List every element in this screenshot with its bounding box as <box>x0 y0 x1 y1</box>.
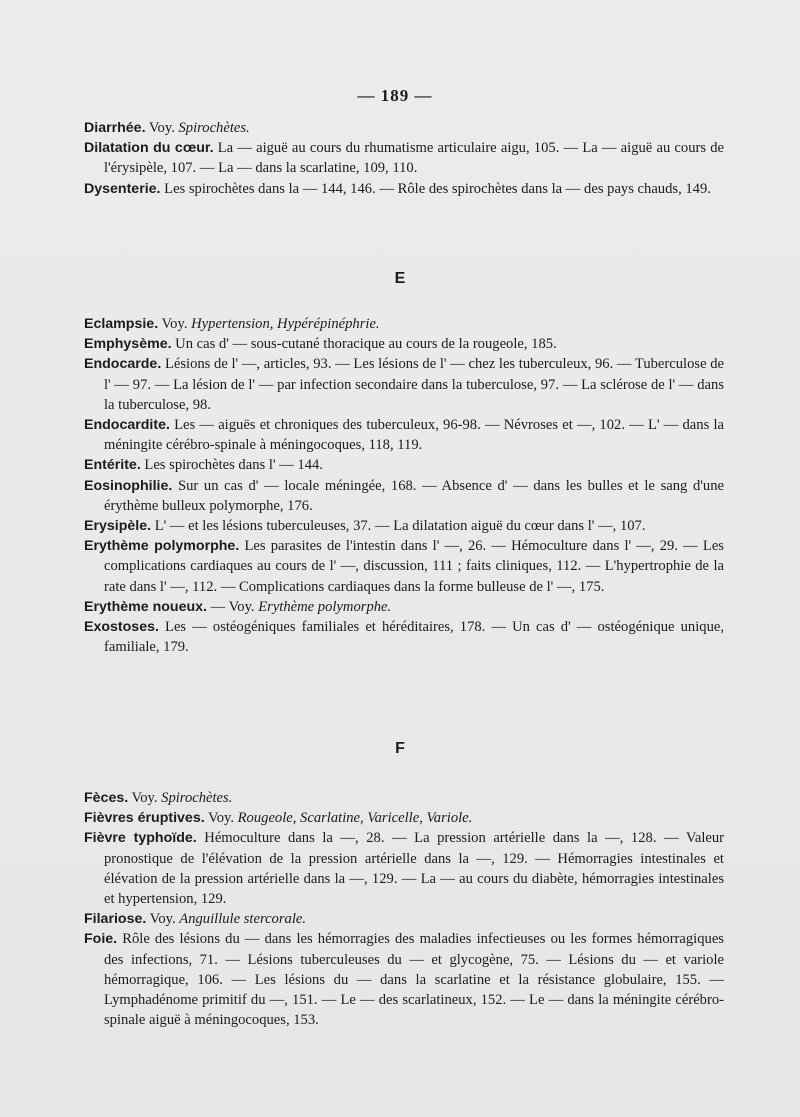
entry-text: L' — et les lésions tuberculeuses, 37. — La dilatation aiguë du cœur dans l' —, 107. <box>151 518 646 535</box>
entry-heading: Exostoses. <box>84 619 159 636</box>
entry-text: Les — ostéogéniques familiales et héréditaires, 178. — Un cas d' — ostéogénique unique, familiale, 179. <box>104 619 724 656</box>
index-entry <box>84 536 724 597</box>
index-entry <box>84 179 724 199</box>
entry-heading: Fièvres éruptives. <box>84 810 205 827</box>
entry-text: Un cas d' — sous-cutané thoracique au cours de la rougeole, 185. <box>171 336 557 353</box>
entry-text: La — aiguë au cours du rhumatisme articulaire aigu, 105. — La — aiguë au cours de l'érysipèle, 107. — La — dans la scarlatine, 109, 110. <box>104 140 724 177</box>
index-entry <box>84 455 724 475</box>
entry-text: Les spirochètes dans l' — 144. <box>140 457 323 474</box>
index-entry <box>84 118 724 138</box>
index-entry <box>84 808 724 828</box>
entry-text: Les parasites de l'intestin dans l' —, 26. — Hémoculture dans l' —, 29. — Les complications cardiaques au cours de l' —, discussion, 111 ; faits cliniques, 112. — L'hypertrophie de la rate dans l' —, 112. — Complications cardiaques dans la forme bulleuse de l' —, 175. <box>104 538 724 595</box>
entry-text: Voy. <box>145 120 179 136</box>
index-entry <box>84 929 724 1030</box>
index-entry <box>84 415 724 455</box>
entry-text: Rôle des lésions du — dans les hémorragies des maladies infectieuses ou les formes hémorragiques des infections, 71. — Lésions tuberculeuses du — et glycogène, 75. — Lésions du — et variole hémorragique, 106. — Les lésions du — dans la scarlatine et la résistance globulaire, 155. — Lymphadénome primitif du —, 151. — Le — des scarlatineux, 152. — Le — dans la méningite cérébro-spinale aiguë à méningocoques, 153. <box>104 931 724 1029</box>
index-entry <box>84 476 724 516</box>
entry-text: Les — aiguës et chroniques des tuberculeux, 96-98. — Névroses et —, 102. — L' — dans la méningite cérébro-spinale à méningocoques, 118, 119. <box>104 417 724 454</box>
entry-heading: Dilatation du cœur. <box>84 140 214 157</box>
entry-heading: Diarrhée. <box>84 120 146 136</box>
entry-heading: Erythème noueux. <box>84 598 207 615</box>
entry-text: Lésions de l' —, articles, 93. — Les lésions de l' — chez les tuberculeux, 96. — Tuberculose de l' — 97. — La lésion de l' — par infection secondaire dans la tuberculose, 97. — La sclérose de l' — dans la tuberculose, 98. <box>104 356 724 413</box>
entry-text: Voy. <box>204 810 238 827</box>
entry-heading: Endocarde. <box>84 356 162 373</box>
index-entry <box>84 516 724 536</box>
entry-heading: Eosinophilie. <box>84 477 173 494</box>
entry-text: — Voy. <box>207 598 259 615</box>
index-entry <box>84 597 724 617</box>
entry-heading: Foie. <box>84 931 118 948</box>
entry-cross-reference: Rougeole, Scarlatine, Varicelle, Variole. <box>237 810 473 827</box>
entry-heading: Erysipèle. <box>84 518 152 535</box>
index-entry <box>84 828 724 909</box>
index-entry <box>84 909 724 929</box>
section-letter-f: F <box>395 740 405 757</box>
entry-heading: Filariose. <box>84 911 147 928</box>
entry-text: Hémoculture dans la —, 28. — La pression artérielle dans la —, 128. — Valeur pronostique de l'élévation de la pression artérielle dans la —, 129. — Hémorragies intestinales et élévation de la pression artérielle dans la —, 129. — La — au cours du diabète, hémorragies intestinales et hypertension, 129. <box>104 830 725 908</box>
entry-text: Voy. <box>158 316 192 332</box>
index-entry <box>84 334 724 354</box>
section-f-entries <box>84 788 724 1030</box>
index-entry <box>84 354 724 415</box>
entry-heading: Entérite. <box>84 457 141 474</box>
index-entry <box>84 788 724 808</box>
index-entry <box>84 138 724 178</box>
entry-text: Voy. <box>128 790 162 806</box>
section-d-entries <box>84 118 724 199</box>
section-e-entries <box>84 314 724 657</box>
entry-text: Voy. <box>146 911 180 928</box>
entry-heading: Dysenterie. <box>84 180 161 197</box>
entry-text: Sur un cas d' — locale méningée, 168. — Absence d' — dans les bulles et le sang d'une érythème bulleux polymorphe, 176. <box>104 477 724 514</box>
entry-cross-reference: Erythème polymorphe. <box>258 598 392 615</box>
entry-heading: Erythème polymorphe. <box>84 538 240 555</box>
entry-heading: Emphysème. <box>84 336 172 353</box>
index-entry <box>84 314 724 334</box>
section-letter-e: E <box>394 270 406 287</box>
entry-heading: Fièvre typhoïde. <box>84 830 197 847</box>
entry-cross-reference: Spirochètes. <box>161 790 233 806</box>
entry-heading: Eclampsie. <box>84 316 159 332</box>
entry-cross-reference: Anguillule stercorale. <box>179 911 307 928</box>
entry-cross-reference: Spirochètes. <box>178 120 250 136</box>
entry-heading: Fèces. <box>84 790 129 806</box>
entry-heading: Endocardite. <box>84 417 170 434</box>
index-entry <box>84 617 724 657</box>
page-number: — 189 — <box>357 86 433 105</box>
entry-text: Les spirochètes dans la — 144, 146. — Rôle des spirochètes dans la — des pays chauds, 149. <box>160 180 711 197</box>
entry-cross-reference: Hypertension, Hypérépinéphrie. <box>191 316 380 332</box>
